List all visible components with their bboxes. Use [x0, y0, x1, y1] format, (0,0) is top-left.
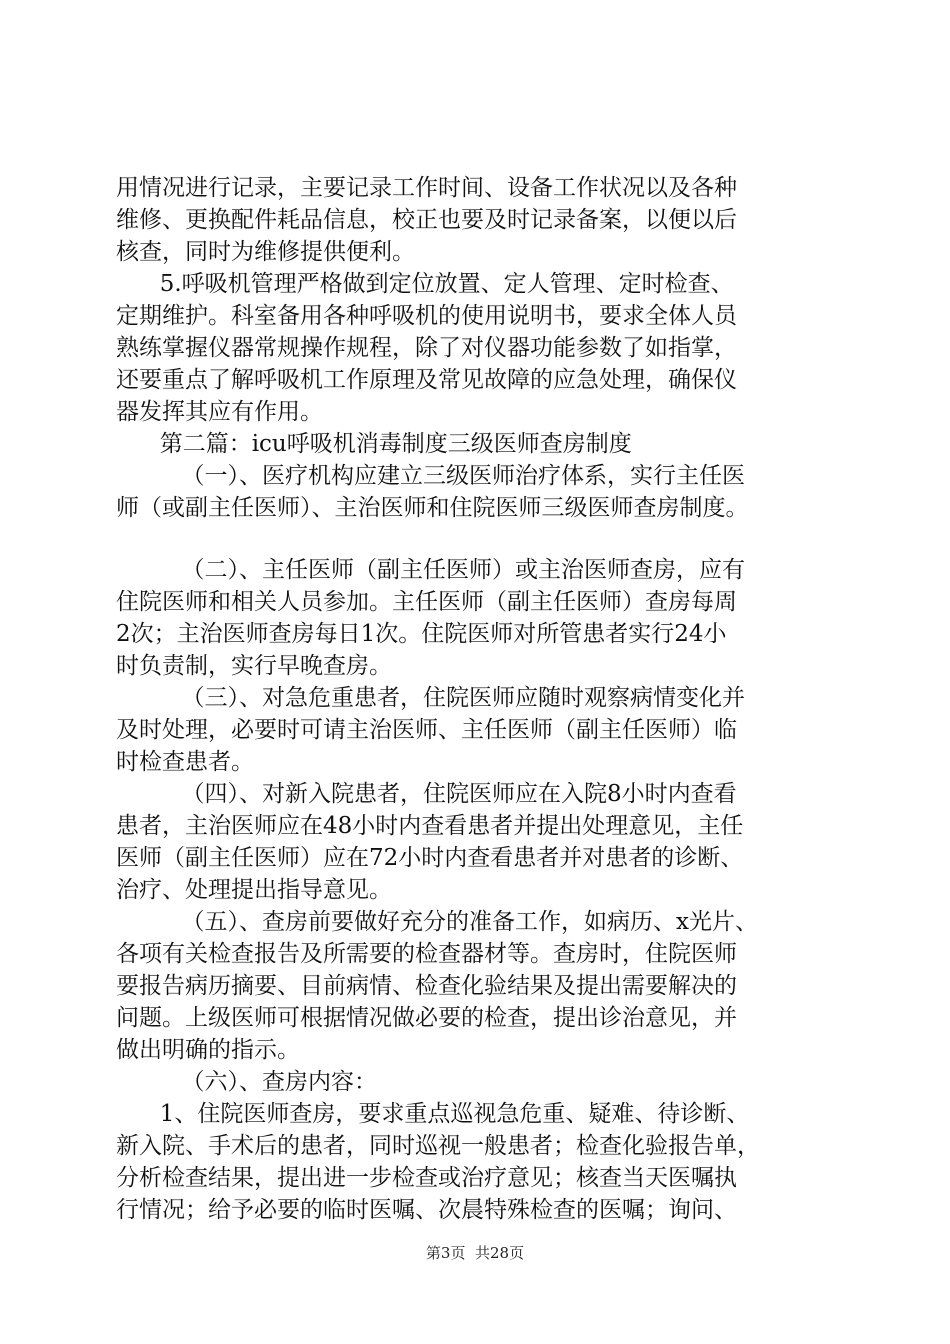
text-line: 1、住院医师查房，要求重点巡视急危重、疑难、待诊断、	[159, 1101, 750, 1127]
text-line: 时负责制，实行早晚查房。	[116, 653, 392, 679]
text-line: 核查，同时为维修提供便利。	[116, 239, 415, 265]
text-line: 新入院、手术后的患者，同时巡视一般患者；检查化验报告单，	[116, 1133, 760, 1159]
text-line: （二）、主任医师（副主任医师）或主治医师查房，应有	[181, 557, 746, 583]
text-line: （一）、医疗机构应建立三级医师治疗体系，实行主任医	[181, 463, 746, 489]
text-line: 分析检查结果，提出进一步检查或治疗意见；核查当天医嘱执	[116, 1165, 737, 1191]
text-line: 行情况；给予必要的临时医嘱、次晨特殊检查的医嘱；询问、	[116, 1197, 737, 1223]
text-line: 还要重点了解呼吸机工作原理及常见故障的应急处理，确保仪	[116, 367, 737, 393]
text-line: 患者，主治医师应在48小时内查看患者并提出处理意见，主任	[116, 813, 744, 839]
text-line: 维修、更换配件耗品信息，校正也要及时记录备案，以便以后	[116, 207, 737, 233]
text-line: 治疗、处理提出指导意见。	[116, 877, 392, 903]
text-line: 第二篇：icu呼吸机消毒制度三级医师查房制度	[159, 431, 632, 457]
text-line: 时检查患者。	[116, 749, 254, 775]
text-line: 定期维护。科室备用各种呼吸机的使用说明书，要求全体人员	[116, 303, 737, 329]
text-line: （五）、查房前要做好充分的准备工作，如病历、x光片、	[181, 909, 759, 935]
text-line: （六）、查房内容：	[181, 1069, 378, 1095]
text-line: 要报告病历摘要、目前病情、检查化验结果及提出需要解决的	[116, 973, 737, 999]
paragraph-gap	[116, 524, 856, 554]
page-footer: 第3页 共28页	[425, 1244, 525, 1262]
text-line: 问题。上级医师可根据情况做必要的检查，提出诊治意见，并	[116, 1005, 737, 1031]
text-line: 熟练掌握仪器常规操作规程，除了对仪器功能参数了如指掌，	[116, 335, 737, 361]
text-line: （四）、对新入院患者，住院医师应在入院8小时内查看	[181, 781, 737, 807]
document-body	[116, 172, 856, 1226]
text-line: 医师（副主任医师）应在72小时内查看患者并对患者的诊断、	[116, 845, 744, 871]
text-line: 师（或副主任医师）、主治医师和住院医师三级医师查房制度。	[116, 495, 749, 521]
text-line: 住院医师和相关人员参加。主任医师（副主任医师）查房每周	[116, 589, 737, 615]
text-line: （三）、对急危重患者，住院医师应随时观察病情变化并	[181, 685, 746, 711]
text-line: 器发挥其应有作用。	[116, 399, 323, 425]
text-line: 做出明确的指示。	[116, 1037, 300, 1063]
text-line: 用情况进行记录，主要记录工作时间、设备工作状况以及各种	[116, 175, 737, 201]
text-line: 5.呼吸机管理严格做到定位放置、定人管理、定时检查、	[159, 271, 734, 297]
text-line: 各项有关检查报告及所需要的检查器材等。查房时，住院医师	[116, 941, 737, 967]
text-line: 及时处理，必要时可请主治医师、主任医师（副主任医师）临	[116, 717, 737, 743]
text-line: 2次；主治医师查房每日1次。住院医师对所管患者实行24小	[116, 621, 727, 647]
